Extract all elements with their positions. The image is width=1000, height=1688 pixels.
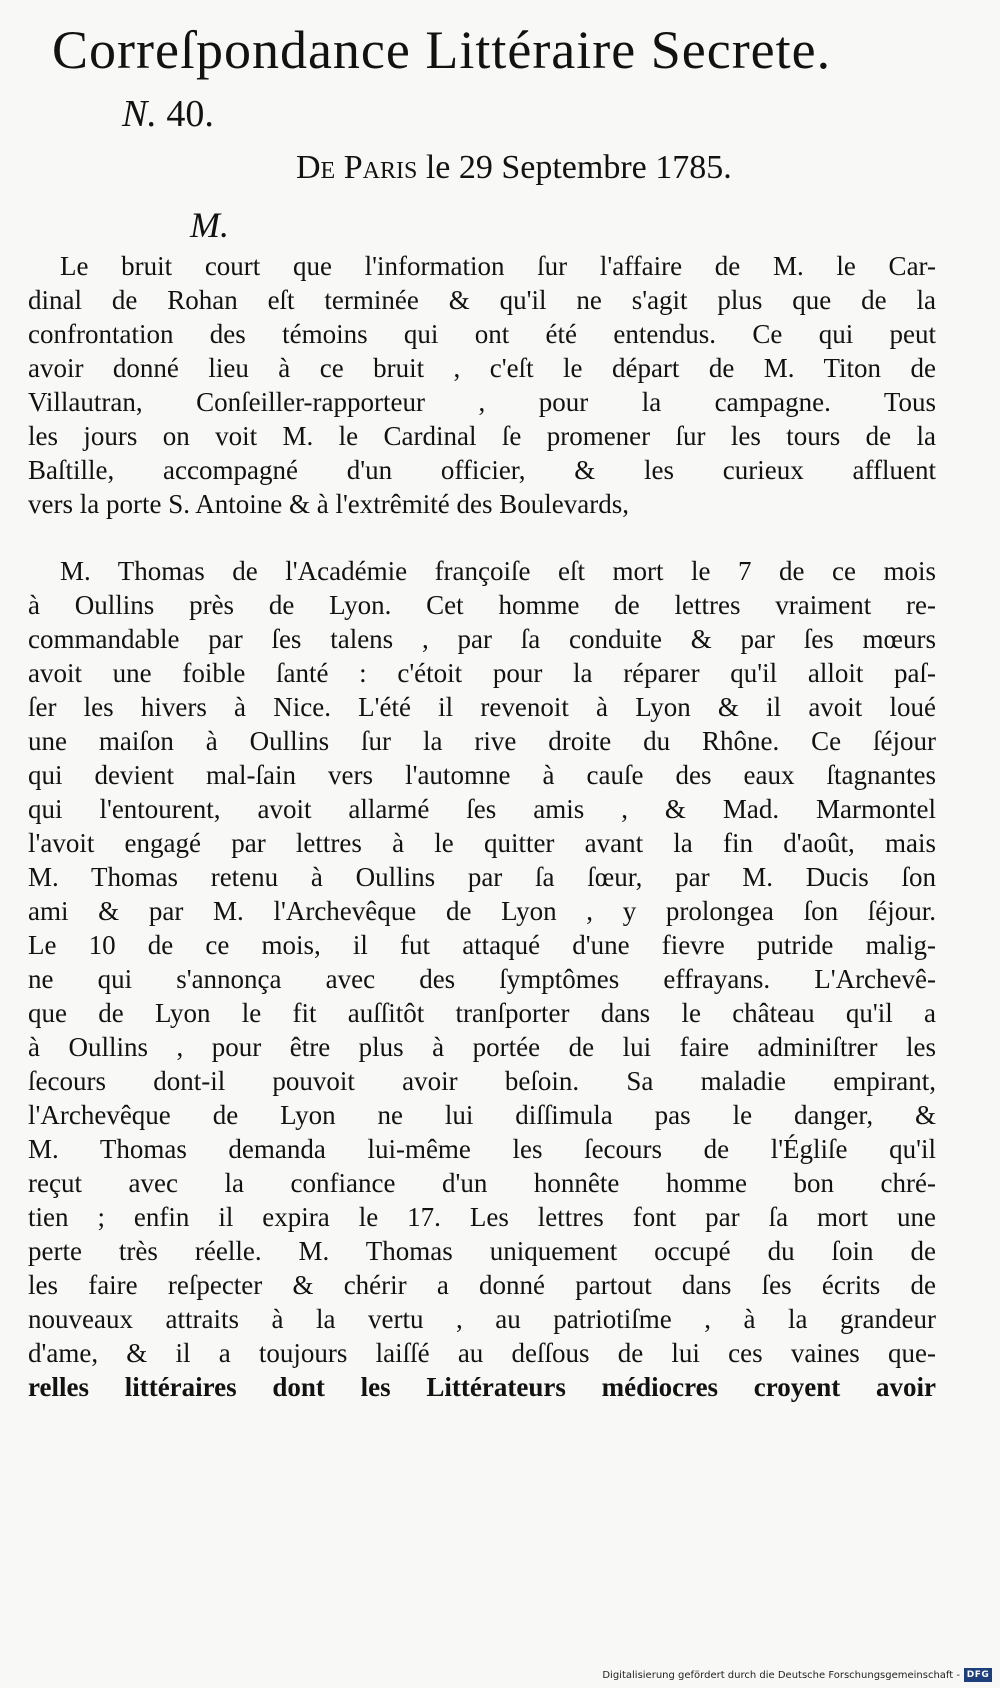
text-line: ſecours dont-il pouvoit avoir beſoin. Sa maladie empirant, (28, 1066, 936, 1096)
text-line: M. Thomas demanda lui-même les ſecours de l'Égliſe qu'il (28, 1134, 936, 1164)
text-line: avoit une foible ſanté : c'étoit pour la réparer qu'il alloit paſ- (28, 658, 936, 688)
issue-number (122, 92, 214, 136)
text-line: qui devient mal-ſain vers l'automne à cauſe des eaux ſtagnantes (28, 760, 936, 790)
text-line: M. Thomas de l'Académie françoiſe eſt mort le 7 de ce mois (60, 556, 936, 586)
text-line: Le 10 de ce mois, il fut attaqué d'une fievre putride malig- (28, 930, 936, 960)
text-line: perte très réelle. M. Thomas uniquement occupé du ſoin de (28, 1236, 936, 1266)
dfg-logo-icon: DFG (964, 1668, 992, 1682)
text-line: à Oullins , pour être plus à portée de lui faire adminiſtrer les (28, 1032, 936, 1062)
text-line: les faire reſpecter & chérir a donné partout dans ſes écrits de (28, 1270, 936, 1300)
text-line: qui l'entourent, avoit allarmé ſes amis , & Mad. Marmontel (28, 794, 936, 824)
digitization-credit (602, 1666, 992, 1684)
text-line: relles littéraires dont les Littérateurs médiocres croyent avoir (28, 1372, 936, 1402)
text-line: Villautran, Conſeiller-rapporteur , pour la campagne. Tous (28, 387, 936, 417)
text-line: l'avoit engagé par lettres à le quitter avant la fin d'août, mais (28, 828, 936, 858)
text-line: à Oullins près de Lyon. Cet homme de lettres vraiment re- (28, 590, 936, 620)
text-line: dinal de Rohan eſt terminée & qu'il ne s'agit plus que de la (28, 285, 936, 315)
text-line: une maiſon à Oullins ſur la rive droite du Rhône. Ce ſéjour (28, 726, 936, 756)
text-line: Baſtille, accompagné d'un officier, & les curieux affluent (28, 455, 936, 485)
issue-number-prefix: N. (122, 93, 157, 135)
digitization-credit-text: Digitalisierung gefördert durch die Deutsche Forschungsgemeinschaft - (602, 1669, 960, 1681)
issue-number-value: 40. (166, 93, 214, 135)
text-line: avoir donné lieu à ce bruit , c'eſt le départ de M. Titon de (28, 353, 936, 383)
text-line: les jours on voit M. le Cardinal ſe promener ſur les tours de la (28, 421, 936, 451)
text-line: ne qui s'annonça avec des ſymptômes effrayans. L'Archevê- (28, 964, 936, 994)
text-line: ami & par M. l'Archevêque de Lyon , y prolongea ſon ſéjour. (28, 896, 936, 926)
salutation: M. (190, 205, 229, 245)
text-line: que de Lyon le fit auſſitôt tranſporter dans le château qu'il a (28, 998, 936, 1028)
text-line: Le bruit court que l'information ſur l'affaire de M. le Car- (60, 251, 936, 281)
masthead-title: Correſpondance Littéraire Secrete. (52, 20, 832, 80)
dateline (296, 148, 732, 188)
text-line: reçut avec la confiance d'un honnête homme bon chré- (28, 1168, 936, 1198)
text-line: d'ame, & il a toujours laiſſé au deſſous de lui ces vaines que- (28, 1338, 936, 1368)
text-line: l'Archevêque de Lyon ne lui diſſimula pas le danger, & (28, 1100, 936, 1130)
text-line: tien ; enfin il expira le 17. Les lettres font par ſa mort une (28, 1202, 936, 1232)
text-line: vers la porte S. Antoine & à l'extrêmité des Boulevards, (28, 489, 629, 519)
dateline-date: le 29 Septembre 1785. (425, 149, 732, 186)
text-line: confrontation des témoins qui ont été entendus. Ce qui peut (28, 319, 936, 349)
text-line: ſer les hivers à Nice. L'été il revenoit à Lyon & il avoit loué (28, 692, 936, 722)
text-line: nouveaux attraits à la vertu , au patriotiſme , à la grandeur (28, 1304, 936, 1334)
text-line: M. Thomas retenu à Oullins par ſa ſœur, par M. Ducis ſon (28, 862, 936, 892)
text-line: commandable par ſes talens , par ſa conduite & par ſes mœurs (28, 624, 936, 654)
dateline-place: De Paris (296, 149, 418, 186)
